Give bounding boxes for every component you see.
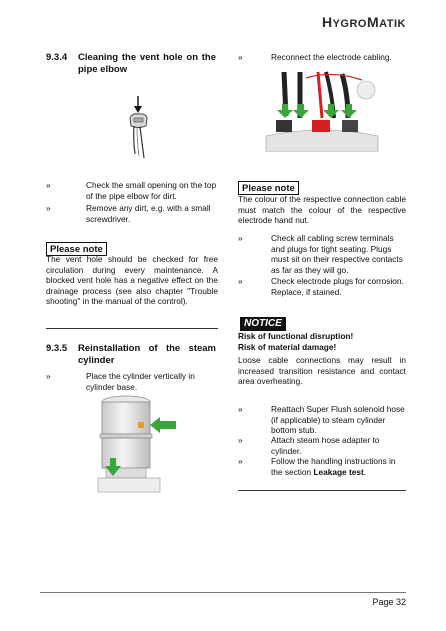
section-heading-reinstallation: 9.3.5 Reinstallation of the steam cylinder: [46, 343, 216, 366]
brand-logo: HYGROMATIK: [321, 14, 406, 30]
steam-cylinder-illustration: [92, 392, 186, 498]
list-item: » Follow the handling instructions in the section Leakage test.: [238, 456, 396, 477]
section-heading-cleaning-vent: 9.3.4 Cleaning the vent hole on the pipe elbow: [46, 52, 216, 75]
risk-functional: Risk of functional disruption!: [238, 331, 354, 341]
divider: [238, 490, 406, 491]
notice-text: Loose cable connections may result in increased transition resistance and contact area overheating.: [238, 355, 406, 386]
page-number: Page 32: [372, 597, 406, 607]
note-label: Please note: [46, 239, 107, 257]
list-item: » Attach steam hose adapter to cylinder.: [238, 435, 380, 456]
note-label: Please note: [238, 178, 299, 196]
list-item: » Reattach Super Flush solenoid hose (if applicable) to steam cylinder bottom stub.: [238, 404, 405, 435]
list-item: » Check all cabling screw terminals and plugs for tight seating. Plugs must sit on their respective contacts as far as they will go.: [238, 233, 403, 275]
list-item: » Check the small opening on the top of the pipe elbow for dirt.: [46, 180, 217, 201]
notice-label: NOTICE: [240, 313, 286, 331]
list-item: » Remove any dirt, e.g. with a small screwdriver.: [46, 203, 211, 224]
footer-divider: [40, 592, 406, 593]
list-item: » Reconnect the electrode cabling.: [238, 52, 392, 62]
list-item: » Place the cylinder vertically in cylinder base.: [46, 371, 195, 392]
pipe-elbow-illustration: [120, 96, 160, 168]
risk-material: Risk of material damage!: [238, 342, 337, 352]
divider: [46, 328, 218, 329]
electrode-cabling-illustration: [262, 70, 382, 152]
note-text: The vent hole should be checked for free circulation during every maintenance. A blocked vent hole has a negative effect on the drainage process (see also chapter "Trouble shooting" in the manual of the control).: [46, 254, 218, 306]
list-item: » Check electrode plugs for corrosion. Replace, if stained.: [238, 276, 404, 297]
note-text: The colour of the respective connection cable must match the colour of the respective electrode hand nut.: [238, 194, 406, 225]
